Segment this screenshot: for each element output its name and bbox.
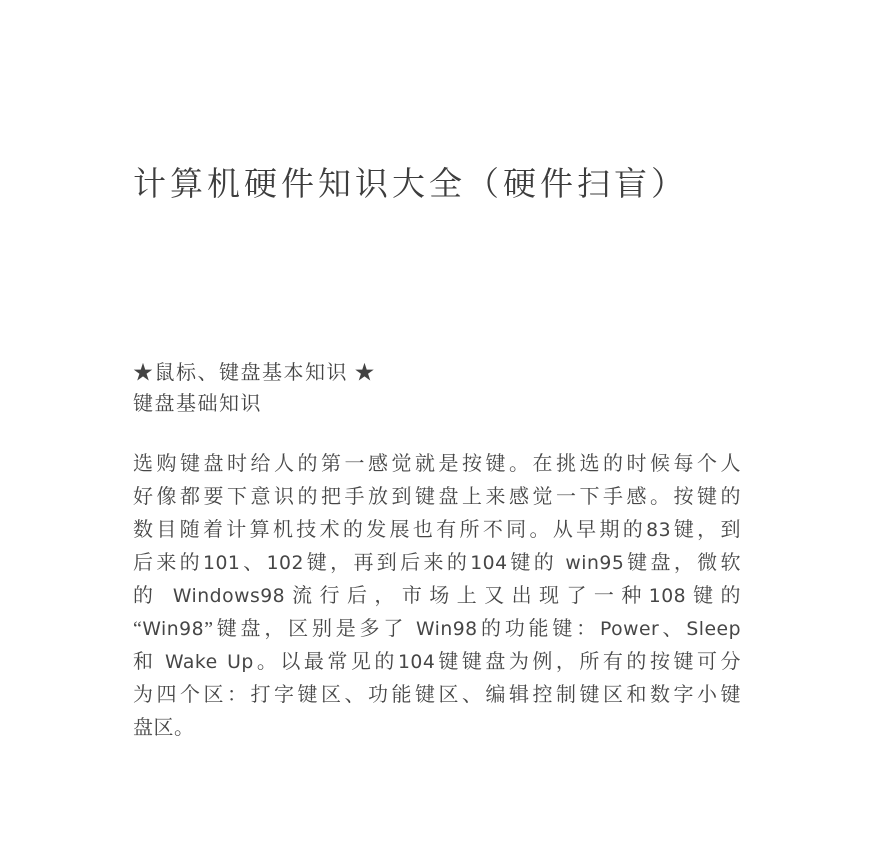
- latin-text: 104: [397, 652, 436, 673]
- latin-text: win95: [565, 553, 625, 574]
- latin-text: Sleep: [686, 619, 742, 640]
- latin-text: Wake Up: [165, 652, 254, 673]
- paragraph-line: 为四个区：打字键区、功能键区、编辑控制键区和数字小键: [133, 684, 741, 706]
- body-paragraph: [133, 448, 741, 745]
- section-heading: ★鼠标、键盘基本知识 ★: [133, 362, 376, 384]
- latin-text: 102: [266, 553, 304, 574]
- paragraph-line: 数目随着计算机技术的发展也有所不同。从早期的83键，到: [133, 519, 742, 541]
- latin-text: Win98: [415, 619, 478, 640]
- sub-heading: 键盘基础知识: [133, 393, 262, 415]
- paragraph-line: 选购键盘时给人的第一感觉就是按键。在挑选的时候每个人: [133, 453, 741, 475]
- paragraph-line: 好像都要下意识的把手放到键盘上来感觉一下手感。按键的: [133, 486, 741, 508]
- paragraph-line: “Win98”键盘，区别是多了 Win98的功能键：Power、Sleep: [133, 618, 742, 640]
- latin-text: 83: [646, 520, 672, 541]
- latin-text: Power: [599, 619, 660, 640]
- latin-text: Win98: [142, 619, 205, 640]
- paragraph-line: 的 Windows98流行后，市场上又出现了一种108键的: [133, 585, 742, 607]
- paragraph-line: 后来的101、102键，再到后来的104键的 win95键盘，微软: [133, 552, 742, 574]
- latin-text: 104: [470, 553, 508, 574]
- latin-text: 101: [203, 553, 241, 574]
- latin-text: 108: [648, 586, 687, 607]
- paragraph-line: 盘区。: [133, 717, 195, 739]
- document-title: 计算机硬件知识大全（硬件扫盲）: [133, 167, 688, 203]
- latin-text: Windows98: [172, 586, 286, 607]
- paragraph-line: 和 Wake Up。以最常见的104键键盘为例，所有的按键可分: [133, 651, 741, 673]
